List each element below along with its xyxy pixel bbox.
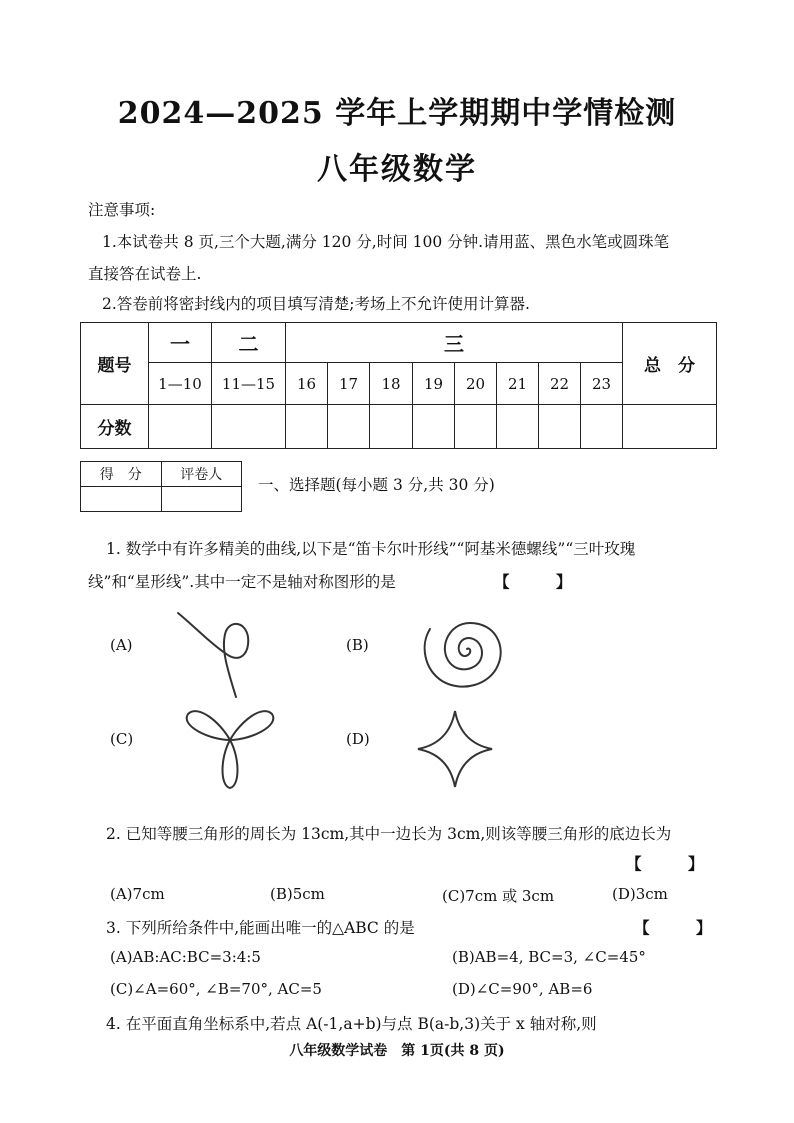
q3-option-a: (A)AB:AC:BC=3:4:5 bbox=[110, 948, 261, 966]
grader-name-cell[interactable] bbox=[161, 487, 242, 512]
exam-title: 2024—2025 学年上学期期中学情检测 bbox=[117, 96, 677, 131]
q2-text-line-1: 2. 已知等腰三角形的周长为 13cm,其中一边长为 3cm,则该等腰三角形的底边长为 bbox=[106, 825, 672, 843]
page-footer: 八年级数学试卷 第 1页(共 8 页) bbox=[289, 1043, 505, 1059]
q3-text-line-1: 3. 下列所给条件中,能画出唯一的△ABC 的是 bbox=[106, 919, 415, 937]
q2-option-c: (C)7cm 或 3cm bbox=[442, 887, 555, 905]
number-cell: 23 bbox=[581, 363, 623, 405]
q3-option-d: (D)∠C=90°, AB=6 bbox=[452, 980, 593, 998]
score-cell[interactable] bbox=[497, 405, 539, 449]
section-2-header: 二 bbox=[212, 323, 286, 363]
score-cell[interactable] bbox=[370, 405, 413, 449]
q2-answer-bracket[interactable]: 【 】 bbox=[626, 854, 704, 873]
spiral-curve bbox=[425, 623, 501, 687]
total-score-label: 总 分 bbox=[623, 323, 717, 405]
score-cell[interactable] bbox=[539, 405, 581, 449]
q3-option-c: (C)∠A=60°, ∠B=70°, AC=5 bbox=[110, 980, 322, 998]
section-one-title: 一、选择题(每小题 3 分,共 30 分) bbox=[258, 476, 495, 494]
astroid-curve bbox=[418, 711, 492, 787]
number-cell: 16 bbox=[286, 363, 328, 405]
rose-leaf bbox=[230, 711, 273, 740]
number-cell: 19 bbox=[413, 363, 455, 405]
grader-score-cell[interactable] bbox=[81, 487, 162, 512]
number-cell: 21 bbox=[497, 363, 539, 405]
q1-option-d-label: (D) bbox=[346, 730, 370, 748]
section-1-header: 一 bbox=[149, 323, 212, 363]
grader-score-label: 得 分 bbox=[81, 462, 162, 487]
folium-curve bbox=[178, 613, 248, 697]
score-cell[interactable] bbox=[149, 405, 212, 449]
score-row-label: 分数 bbox=[81, 405, 149, 449]
range-cell: 1—10 bbox=[149, 363, 212, 405]
exam-subject: 八年级数学 bbox=[317, 152, 477, 187]
score-cell[interactable] bbox=[328, 405, 370, 449]
astroid-figure bbox=[415, 708, 495, 790]
score-cell[interactable] bbox=[413, 405, 455, 449]
notes-line-1-cont: 直接答在试卷上. bbox=[88, 265, 202, 283]
q3-answer-bracket[interactable]: 【 】 bbox=[634, 918, 712, 937]
notes-heading: 注意事项: bbox=[88, 201, 156, 219]
number-cell: 17 bbox=[328, 363, 370, 405]
section-3-header: 三 bbox=[286, 323, 623, 363]
number-cell: 22 bbox=[539, 363, 581, 405]
folium-of-descartes-figure bbox=[170, 605, 265, 705]
q4-text-line-1: 4. 在平面直角坐标系中,若点 A(-1,a+b)与点 B(a-b,3)关于 x 轴对称,则 bbox=[106, 1015, 597, 1033]
q1-text-line-2: 线”和“星形线”.其中一定不是轴对称图形的是 bbox=[88, 573, 396, 591]
q1-answer-bracket[interactable]: 【 】 bbox=[494, 572, 572, 591]
q2-option-b: (B)5cm bbox=[270, 885, 325, 903]
score-cell[interactable] bbox=[623, 405, 717, 449]
q2-option-d: (D)3cm bbox=[612, 885, 668, 903]
notes-line-1: 1.本试卷共 8 页,三个大题,满分 120 分,时间 100 分钟.请用蓝、黑色水笔或圆珠笔 bbox=[102, 233, 670, 251]
grader-name-label: 评卷人 bbox=[161, 462, 242, 487]
archimedean-spiral-figure bbox=[412, 605, 522, 695]
score-cell[interactable] bbox=[212, 405, 286, 449]
number-cell: 18 bbox=[370, 363, 413, 405]
q1-option-a-label: (A) bbox=[110, 636, 133, 654]
rose-leaf bbox=[187, 711, 230, 740]
grader-box bbox=[80, 461, 242, 512]
range-cell: 11—15 bbox=[212, 363, 286, 405]
rose-leaf bbox=[223, 740, 238, 788]
score-cell[interactable] bbox=[286, 405, 328, 449]
q1-option-c-label: (C) bbox=[110, 730, 134, 748]
three-leaf-rose-figure bbox=[180, 700, 280, 792]
number-cell: 20 bbox=[455, 363, 497, 405]
q1-text-line-1: 1. 数学中有许多精美的曲线,以下是“笛卡尔叶形线”“阿基米德螺线”“三叶玫瑰 bbox=[106, 540, 636, 558]
question-number-label: 题号 bbox=[81, 323, 149, 405]
score-cell[interactable] bbox=[455, 405, 497, 449]
q2-option-a: (A)7cm bbox=[110, 885, 165, 903]
score-cell[interactable] bbox=[581, 405, 623, 449]
q3-option-b: (B)AB=4, BC=3, ∠C=45° bbox=[452, 948, 646, 966]
score-table bbox=[80, 322, 717, 449]
q1-option-b-label: (B) bbox=[346, 636, 369, 654]
notes-line-2: 2.答卷前将密封线内的项目填写清楚;考场上不允许使用计算器. bbox=[102, 295, 530, 313]
